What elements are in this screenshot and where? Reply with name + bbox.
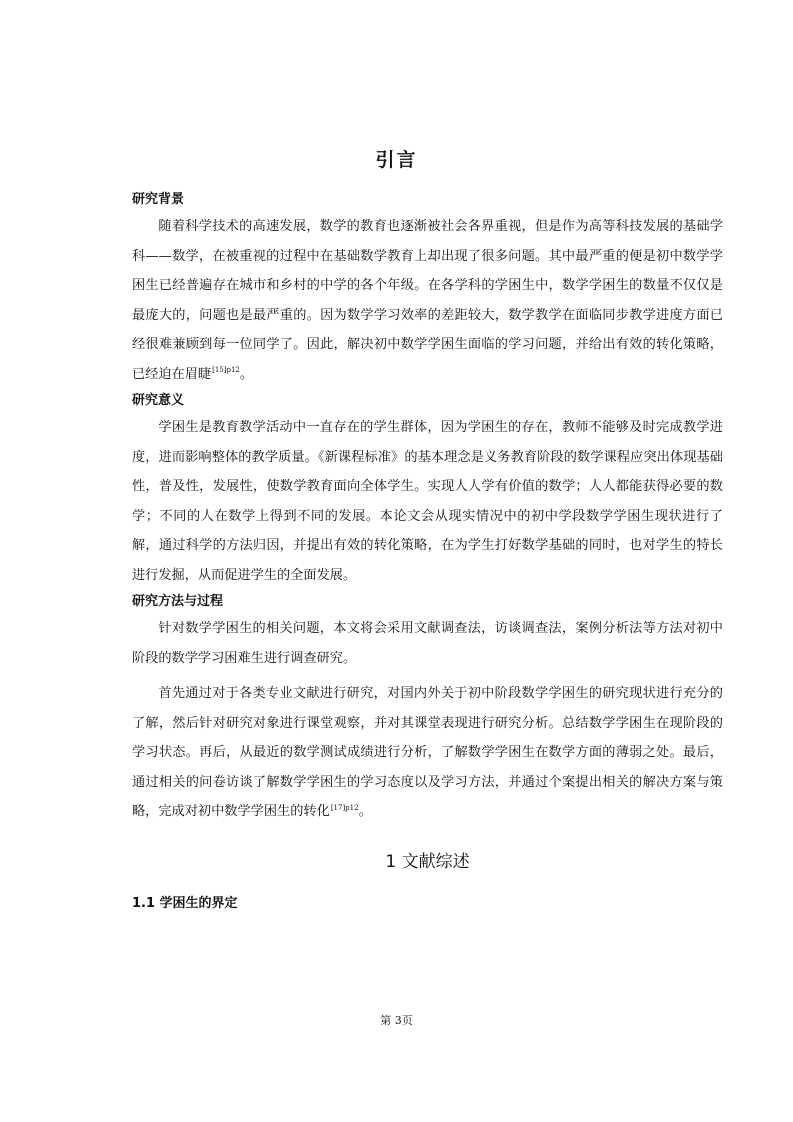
citation: [15]p12 — [212, 366, 240, 375]
paragraph: 针对数学学困生的相关问题，本文将会采用文献调查法，访谈调查法，案例分析法等方法对初中阶段的数学学习困难生进行调查研究。 — [132, 621, 723, 666]
section-heading-methods: 研究方法与过程 — [132, 594, 224, 609]
section-heading-background: 研究背景 — [132, 192, 185, 207]
page-title: 引言 — [375, 149, 418, 171]
subsection-heading: 1.1 学困生的界定 — [132, 895, 238, 911]
paragraph: 随着科学技术的高速发展，数学的教育也逐渐被社会各界重视，但是作为高等科技发展的基础学科——数学，在被重视的过程中在基础数学教育上却出现了很多问题。其中最严重的便是初中数学学困生已经普遍存在城市和乡村的中学的各个年级。在各学科的学困生中，数学学困生的数量不仅仅是最庞大的，问题也是最严重的。因为数学学习效率的差距较大，数学教学在面临同步教学进度方面已经很难兼顾到每一位同学了。因此，解决初中数学学困生面临的学习问题，并给出有效的转化策略，已经迫在眉睫$^{[15]p12}$。 — [132, 219, 723, 382]
paragraph: 学困生是教育教学活动中一直存在的学生群体，因为学困生的存在，教师不能够及时完成教学进度，进而影响整体的教学质量。《新课程标准》的基本理念是义务教育阶段的数学课程应突出体现基础性，普及性，发展性，使数学教育面向全体学生。实现人人学有价值的数学；人人都能获得必要的数学；不同的人在数学上得到不同的发展。本论文会从现实情况中的初中学段数学学困生现状进行了解，通过科学的方法归因，并提出有效的转化策略，在为学生打好数学基础的同时，也对学生的特长进行发掘，从而促进学生的全面发展。 — [132, 420, 723, 583]
document-body — [132, 188, 723, 917]
chapter-heading: 1 文献综述 — [385, 851, 470, 872]
page-number: 第 3页 — [380, 1014, 413, 1027]
section-heading-significance: 研究意义 — [132, 393, 185, 408]
citation: [17]p12 — [330, 803, 359, 812]
paragraph: 首先通过对于各类专业文献进行研究，对国内外关于初中阶段数学学困生的研究现状进行充分的了解，然后针对研究对象进行课堂观察，并对其课堂表现进行研究分析。总结数学学困生在现阶段的学习状态。再后，从最近的数学测试成绩进行分析，了解数学学困生在数学方面的薄弱之处。最后，通过相关的问卷访谈了解数学学困生的学习态度以及学习方法，并通过个案提出相关的解决方案与策略，完成对初中数学学困生的转化$^{[17]p12}$。 — [132, 686, 723, 819]
